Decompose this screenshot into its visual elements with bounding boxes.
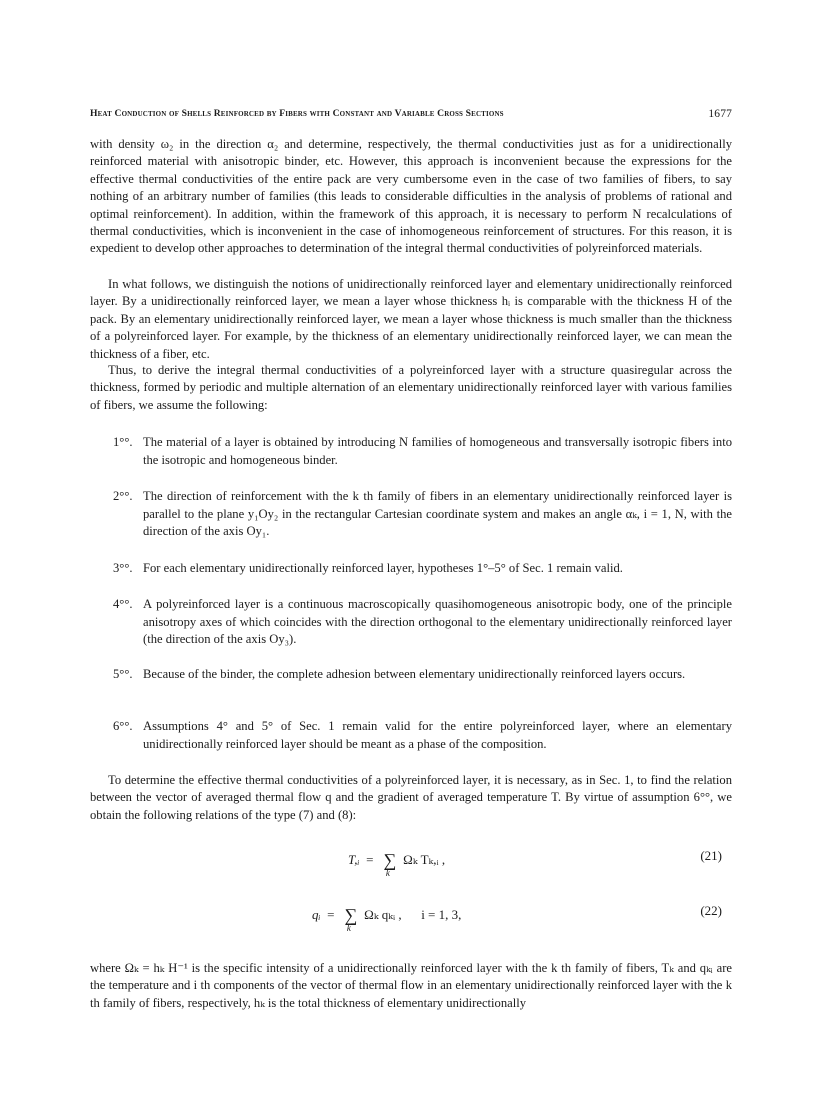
assumption-number: 4°°. xyxy=(113,597,133,611)
paragraph-1: with density ω₂ in the direction α₂ and determine, respectively, the thermal conductivities just as for a unidirectionally reinforced material with anisotropic binder, etc. However, this approach is inconvenient because the expressions for the effective thermal conductivities of the entire pack are very cumbersome even in the case of two families of fibers, to say nothing of an arbitrary number of families (this leads to considerable difficulties in the analysis of problems of rational and optimal reinforcement). In addition, within the framework of this approach, it is necessary to perform N recalculations of thermal conductivities, which is inconvenient in the case of inhomogeneous reinforcement of structures. For this reason, it is expedient to develop other approaches to determination of the integral thermal conductivities of polyreinforced materials. xyxy=(90,137,732,256)
page-number: 1677 xyxy=(708,108,732,120)
assumption-number: 6°°. xyxy=(113,719,133,733)
equation-rhs: Ωₖ qₖᵢ , xyxy=(364,907,402,922)
equation-formula: qᵢ = ∑ k Ωₖ qₖᵢ , i = 1, 3, xyxy=(312,905,462,933)
assumption-number: 3°°. xyxy=(113,561,133,575)
equation-label: (21) xyxy=(700,848,722,863)
assumption-text: A polyreinforced layer is a continuous macroscopically quasihomogeneous anisotropic body, one of the principle anisotropy axes of which coincides with the direction orthogonal to the elementary unidirectionally reinforced layer (the direction of the axis Oy₃). xyxy=(143,597,732,647)
assumption-text: The material of a layer is obtained by introducing N families of homogeneous and transversally isotropic fibers into the isotropic and homogeneous binder. xyxy=(143,435,732,467)
sum-symbol: ∑ k xyxy=(383,850,397,878)
paragraph-4: To determine the effective thermal conductivities of a polyreinforced layer, it is necessary, as in Sec. 1, to find the relation between the vector of averaged thermal flow q and the gradient of averaged temperature T. By virtue of assumption 6°°, we obtain the following relations of the type (7) and (8): xyxy=(90,773,732,822)
equation-formula: T,ᵢ = ∑ k Ωₖ Tₖ,ᵢ , xyxy=(348,850,446,878)
assumption-text: For each elementary unidirectionally reinforced layer, hypotheses 1°–5° of Sec. 1 remain valid. xyxy=(143,561,623,575)
assumption-text: The direction of reinforcement with the k th family of fibers in an elementary unidirectionally reinforced layer is parallel to the plane y₁Oy₂ in the rectangular Cartesian coordinate system and makes an angle αₖ, i = 1, N, with the direction of the axis Oy₁. xyxy=(143,489,732,539)
assumption-text: Assumptions 4° and 5° of Sec. 1 remain valid for the entire polyreinforced layer, where an elementary unidirectionally reinforced layer should be meant as a phase of the composition. xyxy=(143,719,732,751)
equation-range: i = 1, 3, xyxy=(421,907,462,922)
equation-label: (22) xyxy=(700,903,722,918)
assumption-number: 1°°. xyxy=(113,435,133,449)
assumption-text: Because of the binder, the complete adhesion between elementary unidirectionally reinforced layers occurs. xyxy=(143,667,686,681)
equation-rhs: Ωₖ Tₖ,ᵢ , xyxy=(403,852,446,867)
equation-21 xyxy=(90,848,732,888)
assumption-number: 2°°. xyxy=(113,489,133,503)
running-title: Heat Conduction of Shells Reinforced by Fibers with Constant and Variable Cross Sections xyxy=(90,108,504,119)
equation-lhs: T,ᵢ xyxy=(348,852,360,867)
equation-lhs: qᵢ xyxy=(312,907,321,922)
paragraph-5: where Ωₖ = hₖ H⁻¹ is the specific intensity of a unidirectionally reinforced layer with the k th family of fibers, Tₖ and qₖᵢ are the temperature and i th components of the vector of thermal flow in an elementary unidirectionally reinforced layer with the k th family of fibers, respectively, hₖ is the total thickness of elementary unidirectionally xyxy=(90,961,732,1010)
paragraph-2: In what follows, we distinguish the notions of unidirectionally reinforced layer and elementary unidirectionally reinforced layer. By a unidirectionally reinforced layer, we mean a layer whose thickness hᵢ is comparable with the thickness H of the pack. By an elementary unidirectionally reinforced layer, we mean a layer whose thickness is much smaller than the thickness of a polyreinforced layer. For example, by the thickness of an elementary unidirectionally reinforced layer, we can mean the thickness of a fiber, etc. xyxy=(90,277,732,361)
equation-22 xyxy=(90,903,732,943)
sum-symbol: ∑ k xyxy=(344,905,358,933)
assumption-number: 5°°. xyxy=(113,667,133,681)
running-header xyxy=(90,108,732,124)
paragraph-3: Thus, to derive the integral thermal conductivities of a polyreinforced layer with a structure quasiregular across the thickness, formed by periodic and multiple alternation of an elementary unidirectionally reinforced layer with various families of fibers, we assume the following: xyxy=(90,363,732,412)
